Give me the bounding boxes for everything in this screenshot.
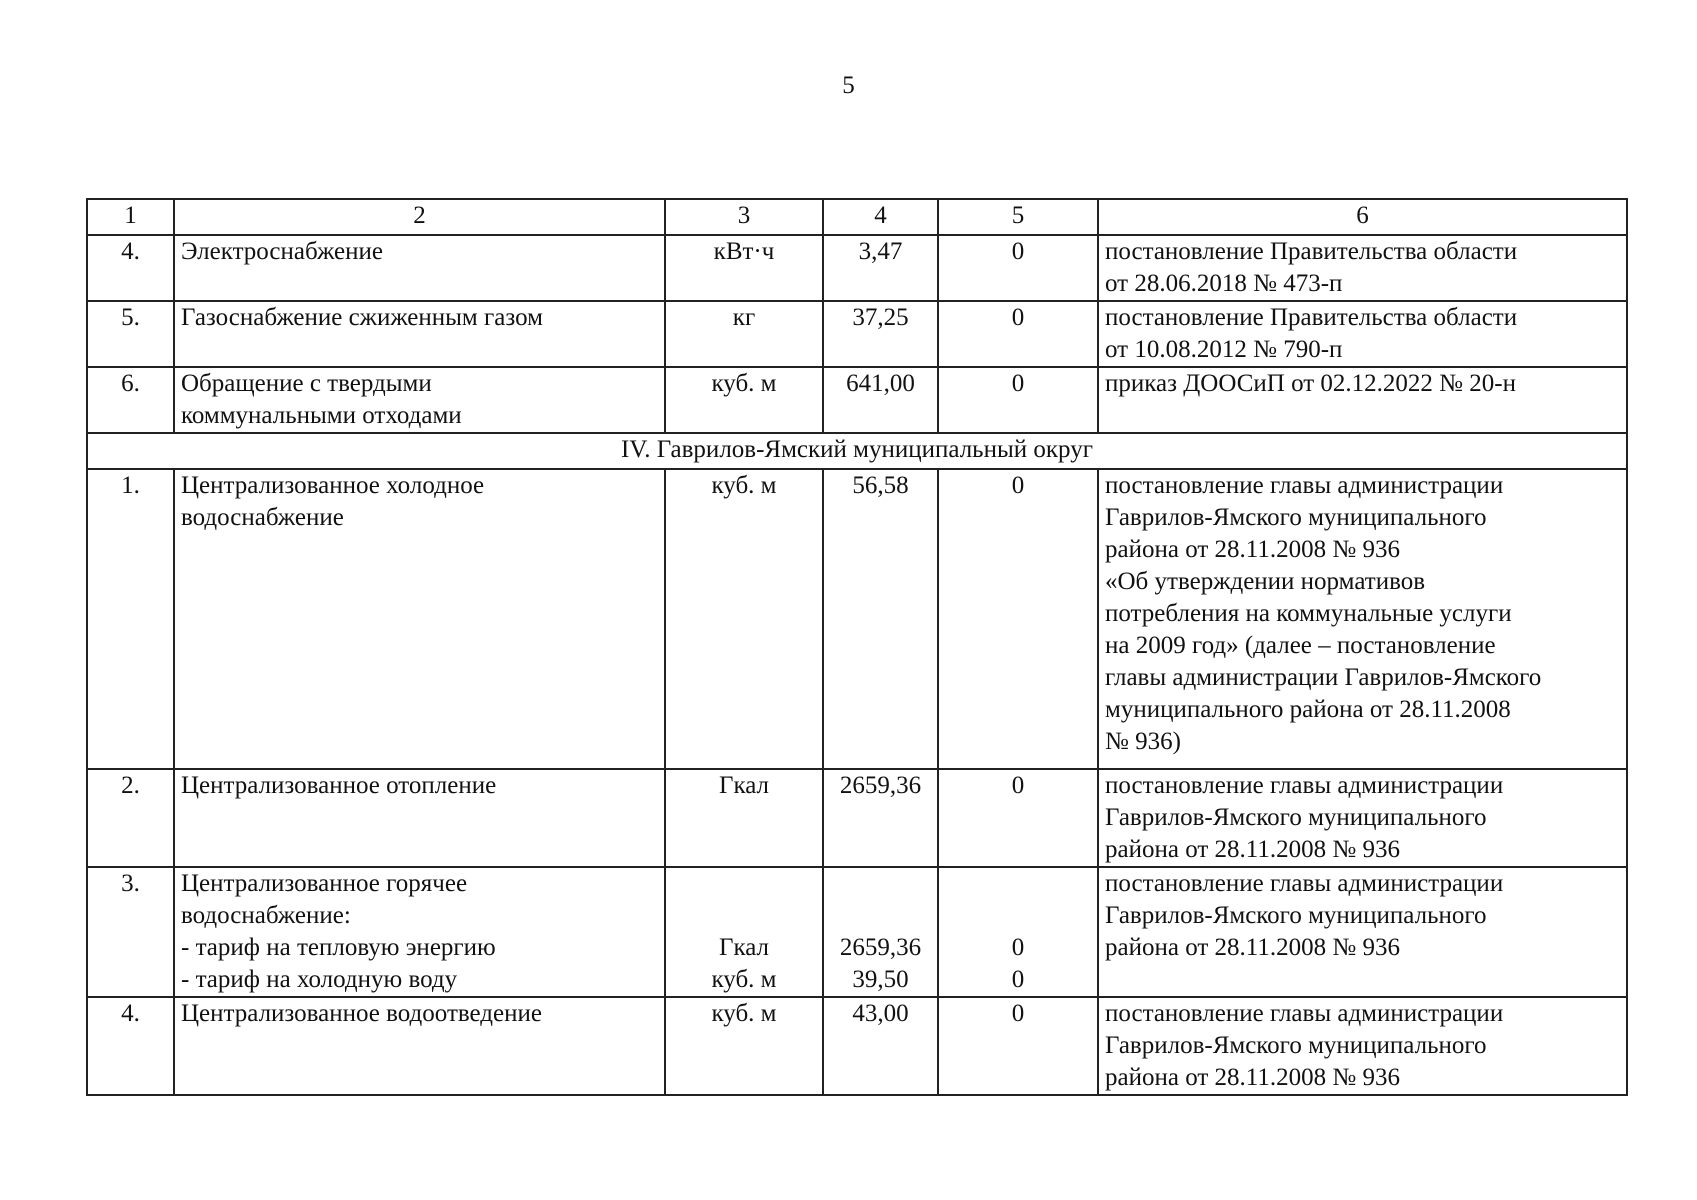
basis-line: постановление главы администрации <box>1105 870 1504 897</box>
header-col-2: 2 <box>174 199 665 235</box>
tariff-table <box>86 198 1628 1096</box>
row-number: 4. <box>87 997 174 1095</box>
header-col-6: 6 <box>1098 199 1627 235</box>
service-name <box>174 469 665 769</box>
row-number: 4. <box>87 235 174 301</box>
basis-line: на 2009 год» (далее – постановление <box>1105 632 1496 659</box>
service-name: Электроснабжение <box>174 235 665 301</box>
service-name <box>174 867 665 997</box>
legal-basis <box>1098 235 1627 301</box>
service-name-line: Централизованное холодное <box>181 472 485 499</box>
basis-line: постановление главы администрации <box>1105 772 1504 799</box>
basis-line: постановление Правительства области <box>1105 304 1518 331</box>
basis-line: Гаврилов-Ямского муниципального <box>1105 504 1487 531</box>
zero-value: 0 <box>938 769 1098 867</box>
unit: куб. м <box>665 997 823 1095</box>
unit: Гкал <box>665 769 823 867</box>
norm-value: 641,00 <box>823 367 938 433</box>
legal-basis <box>1098 367 1627 433</box>
basis-line: № 936) <box>1105 728 1181 755</box>
unit: кг <box>665 301 823 367</box>
service-name-line: коммунальными отходами <box>181 402 462 429</box>
service-name: Централизованное водоотведение <box>174 997 665 1095</box>
zero-value-line: 0 <box>1011 934 1025 961</box>
norm-value: 43,00 <box>823 997 938 1095</box>
legal-basis <box>1098 469 1627 769</box>
zero-value: 0 <box>938 367 1098 433</box>
norm-value: 37,25 <box>823 301 938 367</box>
unit: куб. м <box>665 469 823 769</box>
unit <box>665 867 823 997</box>
table-row <box>87 235 1627 301</box>
unit-line: Гкал <box>718 934 769 961</box>
row-number: 2. <box>87 769 174 867</box>
row-number: 6. <box>87 367 174 433</box>
basis-line: постановление Правительства области <box>1105 238 1518 265</box>
basis-line: от 10.08.2012 № 790-п <box>1105 336 1343 363</box>
row-number: 5. <box>87 301 174 367</box>
basis-line: Гаврилов-Ямского муниципального <box>1105 804 1487 831</box>
service-name-line: - тариф на тепловую энергию <box>181 934 496 961</box>
service-name-line: водоснабжение: <box>181 902 351 929</box>
row-number: 1. <box>87 469 174 769</box>
legal-basis <box>1098 997 1627 1095</box>
basis-line: Гаврилов-Ямского муниципального <box>1105 1032 1487 1059</box>
table-row <box>87 867 1627 997</box>
header-col-4: 4 <box>823 199 938 235</box>
unit-line: куб. м <box>711 966 777 993</box>
basis-line: приказ ДООСиП от 02.12.2022 № 20-н <box>1105 370 1516 397</box>
unit: кВт·ч <box>665 235 823 301</box>
table-row <box>87 469 1627 769</box>
zero-value: 0 <box>938 301 1098 367</box>
basis-line: постановление главы администрации <box>1105 1000 1504 1027</box>
zero-value: 0 <box>938 235 1098 301</box>
section-title: IV. Гаврилов-Ямский муниципальный округ <box>87 433 1627 469</box>
norm-value: 56,58 <box>823 469 938 769</box>
norm-value <box>823 867 938 997</box>
table-row <box>87 367 1627 433</box>
zero-value: 0 <box>938 469 1098 769</box>
norm-value: 3,47 <box>823 235 938 301</box>
basis-line: района от 28.11.2008 № 936 <box>1105 836 1400 863</box>
norm-value-line: 2659,36 <box>839 934 922 961</box>
service-name-line: Обращение с твердыми <box>181 370 432 397</box>
service-name: Газоснабжение сжиженным газом <box>174 301 665 367</box>
table-row <box>87 301 1627 367</box>
basis-line: потребления на коммунальные услуги <box>1105 600 1512 627</box>
service-name-line: Централизованное горячее <box>181 870 468 897</box>
unit: куб. м <box>665 367 823 433</box>
norm-value-line: 39,50 <box>852 966 909 993</box>
header-col-1: 1 <box>87 199 174 235</box>
legal-basis <box>1098 301 1627 367</box>
service-name: Централизованное отопление <box>174 769 665 867</box>
basis-line: района от 28.11.2008 № 936 <box>1105 1064 1400 1091</box>
basis-line: района от 28.11.2008 № 936 <box>1105 536 1400 563</box>
basis-line: «Об утверждении нормативов <box>1105 568 1426 595</box>
header-col-3: 3 <box>665 199 823 235</box>
legal-basis <box>1098 769 1627 867</box>
service-name-line: - тариф на холодную воду <box>181 966 458 993</box>
basis-line: района от 28.11.2008 № 936 <box>1105 934 1400 961</box>
section-header-row <box>87 433 1627 469</box>
zero-value: 0 <box>938 997 1098 1095</box>
zero-value-line: 0 <box>1011 966 1025 993</box>
table-header-row <box>87 199 1627 235</box>
basis-line: от 28.06.2018 № 473-п <box>1105 270 1343 297</box>
basis-line: муниципального района от 28.11.2008 <box>1105 696 1511 723</box>
zero-value <box>938 867 1098 997</box>
service-name-line: водоснабжение <box>181 504 344 531</box>
row-number: 3. <box>87 867 174 997</box>
legal-basis <box>1098 867 1627 997</box>
service-name <box>174 367 665 433</box>
table-row <box>87 997 1627 1095</box>
table-row <box>87 769 1627 867</box>
basis-line: постановление главы администрации <box>1105 472 1504 499</box>
norm-value: 2659,36 <box>823 769 938 867</box>
basis-line: Гаврилов-Ямского муниципального <box>1105 902 1487 929</box>
basis-line: главы администрации Гаврилов-Ямского <box>1105 664 1542 691</box>
header-col-5: 5 <box>938 199 1098 235</box>
page-number: 5 <box>842 72 855 99</box>
